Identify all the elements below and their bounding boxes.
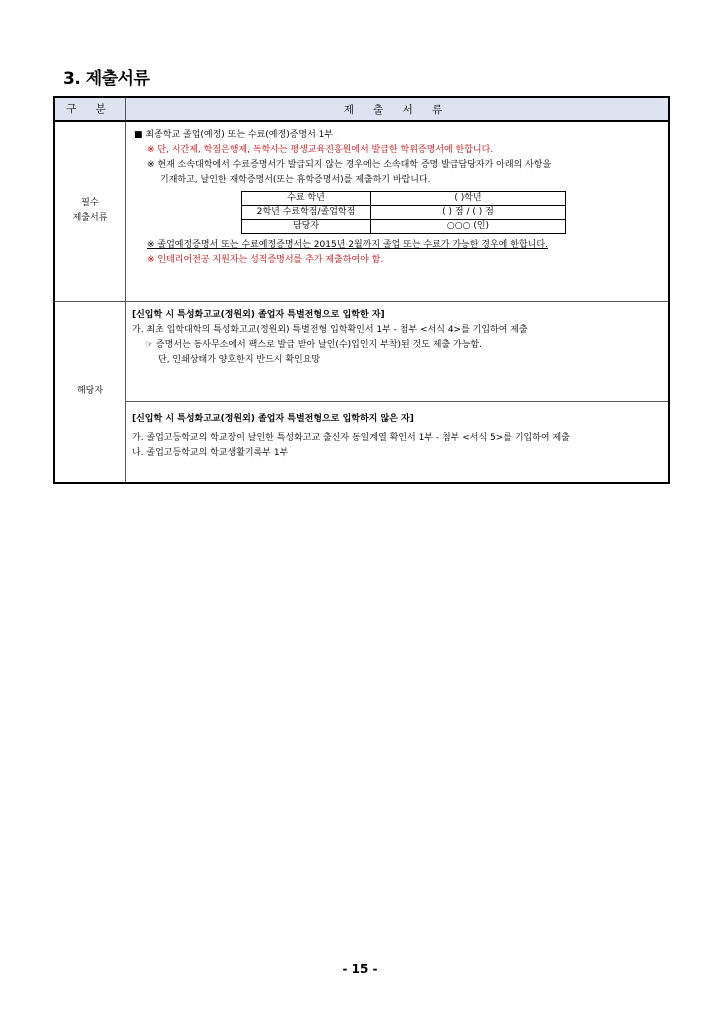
required-line-4: 기재하고, 날인한 재학증명서(또는 휴학증명서)를 제출하기 바랍니다. <box>160 175 431 185</box>
section-b-heading: [신입학 시 특성화고교(정원외) 졸업자 특별전형으로 입학하지 않은 자] <box>132 413 414 424</box>
section-a-line-1: 가. 최초 입학대학의 특성화고교(정원외) 특별전형 입학확인서 1부 - 첨부 <서식 4>를 기입하여 제출 <box>132 324 528 335</box>
section-b-line-2: 나. 졸업고등학교의 학교생활기록부 1부 <box>132 447 289 458</box>
section-a-heading: [신입학 시 특성화고교(정원외) 졸업자 특별전형으로 입학한 자] <box>132 309 385 320</box>
table-header-row <box>54 97 669 121</box>
required-note-2: ※ 인테리어전공 지원자는 성적증명서를 추가 제출하여야 함. <box>147 255 384 265</box>
inner-row <box>242 192 566 206</box>
inner-label: 2학년 수료학점/졸업학점 <box>242 206 371 220</box>
applicable-section-b <box>126 401 670 483</box>
required-line-2: ※ 단, 시간제, 학점은행제, 독학사는 평생교육진흥원에서 발급한 학위증명서에 한합니다. <box>147 145 494 155</box>
required-label <box>54 121 126 301</box>
applicable-row-b <box>54 401 669 483</box>
header-category: 구 분 <box>54 97 126 121</box>
applicable-section-a <box>126 301 670 401</box>
section-a-line-2: ☞ 증명서는 동사무소에서 팩스로 발급 받아 날인(수)입인지 부착)된 것도 제출 가능함. <box>145 339 482 350</box>
inner-label: 수료 학년 <box>242 192 371 206</box>
inner-value: ○○○ (인) <box>371 220 566 234</box>
inner-row <box>242 206 566 220</box>
required-label-line2: 제출서류 <box>72 213 108 224</box>
required-line-3: ※ 현재 소속대학에서 수료증명서가 발급되지 않는 경우에는 소속대학 증명 발급담당자가 아래의 사항을 <box>147 160 552 170</box>
header-documents: 제 출 서 류 <box>126 97 670 121</box>
section-title: 3. 제출서류 <box>63 69 150 89</box>
required-content <box>126 121 670 301</box>
certification-info-table <box>241 191 566 234</box>
page-number: - 15 - <box>342 962 378 976</box>
inner-label: 담당자 <box>242 220 371 234</box>
section-b-line-1: 가. 졸업고등학교의 학교장이 날인한 특성화고교 출신자 동일계열 확인서 1부 - 첨부 <서식 5>를 기입하여 제출 <box>132 432 570 443</box>
required-note-1: ※ 졸업예정증명서 또는 수료예정증명서는 2015년 2월까지 졸업 또는 수료가 가능한 경우에 한합니다. <box>147 240 548 250</box>
inner-value: ( ) 점 / ( ) 점 <box>371 206 566 220</box>
applicable-row-a <box>54 301 669 401</box>
inner-value: ( )학년 <box>371 192 566 206</box>
required-label-line1: 필수 <box>81 198 99 209</box>
required-row <box>54 121 669 301</box>
required-line-1: ■ 최종학교 졸업(예정) 또는 수료(예정)증명서 1부 <box>134 130 334 140</box>
inner-row <box>242 220 566 234</box>
applicable-label: 해당자 <box>54 301 126 483</box>
documents-table <box>53 96 670 484</box>
section-a-line-3: 단, 인쇄상태가 양호한지 반드시 확인요망 <box>158 354 321 365</box>
